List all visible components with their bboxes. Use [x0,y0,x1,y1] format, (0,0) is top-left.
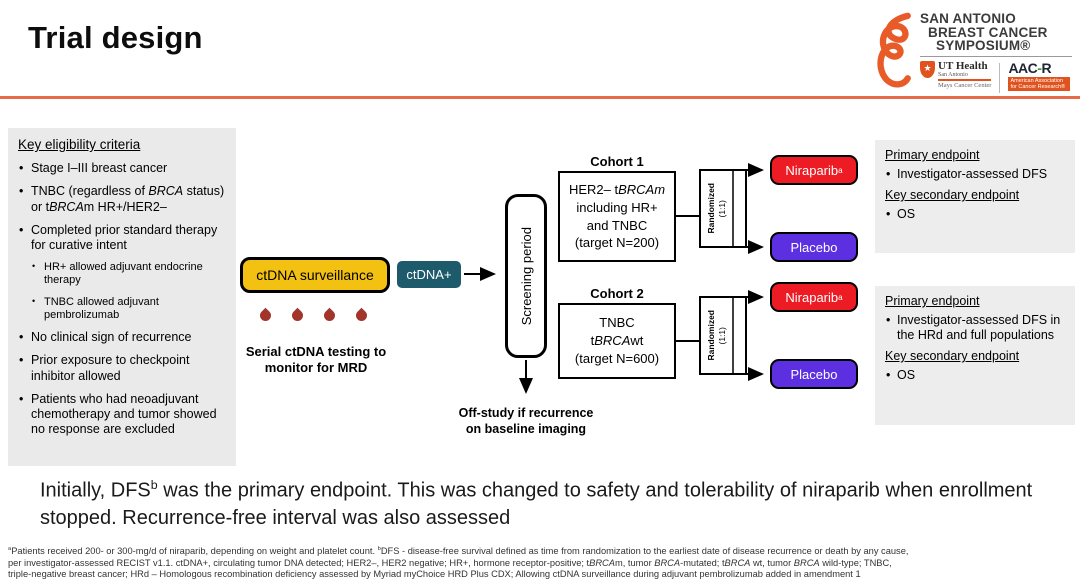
ribbon-icon [874,10,918,97]
list-item: • Patients who had neoadjuvant chemotherapy and tumor showed no response are excluded [18,392,228,438]
cohort1-box: HER2– tBRCAm including HR+ and TNBC (target N=200) [558,171,676,262]
partner-logos: ★ UT Health San Antonio Mays Cancer Center AAC-R American Association for Cancer Research® [920,61,1076,93]
eligibility-panel [8,128,236,466]
sabcs-logo [872,6,1076,94]
eligibility-heading: Key eligibility criteria [18,137,141,152]
list-item: • Stage I–III breast cancer [18,161,228,176]
list-item: • No clinical sign of recurrence [18,330,228,345]
list-item: • Prior exposure to checkpoint inhibitor allowed [18,353,228,384]
serial-ctdna-caption: Serial ctDNA testing to monitor for MRD [245,344,387,376]
ctdna-surveillance-box: ctDNA surveillance [240,257,390,293]
ctdna-positive-box: ctDNA+ [397,261,461,288]
offstudy-caption: Off-study if recurrence on baseline imaging [458,406,594,436]
secondary-endpoint-heading: Key secondary endpoint [885,349,1020,363]
cohort2-box: TNBC tBRCAwt (target N=600) [558,303,676,379]
randomized-label-cohort1: Randomized (1:1) [706,183,727,234]
endpoint-change-statement: Initially, DFS$^b$ was the primary endpoint. This was changed to safety and tolerability of niraparib when enrollment stopped. Recurrence-free interval was also assessed [40,478,1033,530]
primary-endpoint-heading: Primary endpoint [885,294,980,308]
randomized-label-cohort2: Randomized (1:1) [706,310,727,361]
list-item: • HR+ allowed adjuvant endocrine therapy [31,261,228,287]
endpoints-panel-cohort2: Primary endpoint • Investigator-assessed DFS in the HRd and full populations Key secondary endpoint • OS [875,286,1075,425]
page-title: Trial design [28,20,203,55]
cohort1-title: Cohort 1 [590,154,644,169]
screening-period-box: Screening period [505,194,547,358]
placebo-arm-cohort1: Placebo [770,232,858,262]
list-item: • Completed prior standard therapy for curative intent [18,223,228,254]
niraparib-arm-cohort1: Niraparib a [770,155,858,185]
footnotes: $^a$Patients received 200- or 300-mg/d of niraparib, depending on weight and platelet count. $^b$DFS - disease-free survival defined as time from randomization to the earliest date of disease recurrence or death by any cause, per investigator-assessed RECIST v1.1. ctDNA+, circulating tumor DNA detected; HER2–, HER2 negative; HR+, hormone receptor-positive; tBRCAm, tumor BRCA-mutated; tBRCA wt, tumor BRCA wild-type; TNBC, triple-negative breast cancer; HRd – Homologous recombination deficiency assessed by Myriad myChoice HRD Plus CDX; Allowing ctDNA surveillance during adjuvant pembrolizumab added in amendment 1 [8,546,909,580]
list-item: • TNBC (regardless of BRCA status) or tBRCAm HR+/HER2– [18,184,228,215]
primary-endpoint-heading: Primary endpoint [885,148,980,162]
list-item: • TNBC allowed adjuvant pembrolizumab [31,296,228,322]
ut-health-shield-icon: ★ [920,61,935,78]
secondary-endpoint-heading: Key secondary endpoint [885,188,1020,202]
endpoints-panel-cohort1: Primary endpoint • Investigator-assessed DFS Key secondary endpoint • OS [875,140,1075,253]
cohort2-title: Cohort 2 [590,286,644,301]
aacr-logo: AAC-R [1008,60,1052,76]
eligibility-list [18,161,228,438]
ut-health-logo: UT Health [938,60,988,72]
logo-vertical-divider [999,63,1000,93]
placebo-arm-cohort2: Placebo [770,359,858,389]
logo-separator [920,56,1072,57]
sabcs-logo-text: SAN ANTONIO BREAST CANCER SYMPOSIUM® [920,11,1048,53]
header-divider [0,96,1080,99]
niraparib-arm-cohort2: Niraparib a [770,282,858,312]
